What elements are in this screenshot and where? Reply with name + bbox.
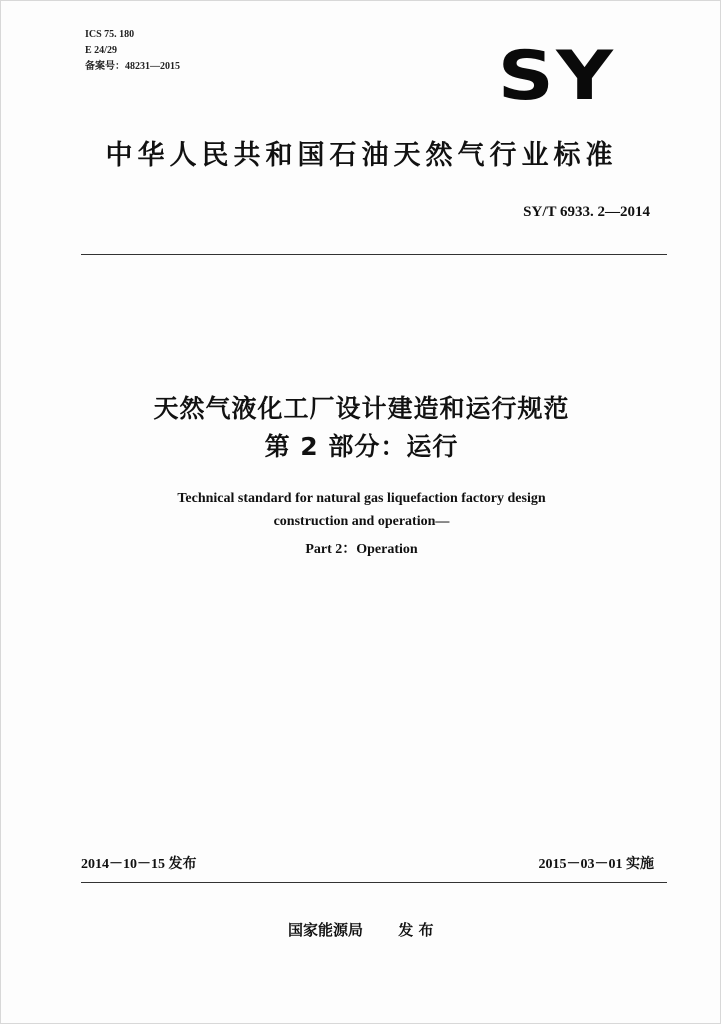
english-title-line-2: construction and operation— — [273, 514, 450, 529]
publisher-line — [288, 919, 433, 940]
issue-date: 2014－10－15 发布 — [81, 857, 197, 872]
bottom-divider — [81, 882, 667, 883]
publish-verb: 发 布 — [398, 921, 434, 939]
ccs-code: E 24/29 — [85, 45, 117, 56]
chinese-title-line-1: 天然气液化工厂设计建造和运行规范 — [153, 394, 570, 423]
record-number: 备案号：48231—2015 — [85, 61, 180, 72]
publisher-name: 国家能源局 — [288, 921, 364, 939]
top-divider — [81, 254, 667, 255]
chinese-title-line-2: 第 2 部分：运行 — [264, 432, 459, 461]
implementation-date: 2015－03－01 实施 — [538, 857, 654, 872]
english-title-line-1: Technical standard for natural gas liquefaction factory design — [177, 491, 546, 506]
english-title-line-3: Part 2：Operation — [305, 542, 418, 557]
standard-code: SY/T 6933. 2—2014 — [523, 204, 650, 220]
sy-logo: SY — [497, 37, 615, 116]
standard-category-title: 中华人民共和国石油天然气行业标准 — [105, 140, 618, 171]
ics-code: ICS 75. 180 — [85, 29, 135, 40]
classification-block — [85, 27, 180, 75]
